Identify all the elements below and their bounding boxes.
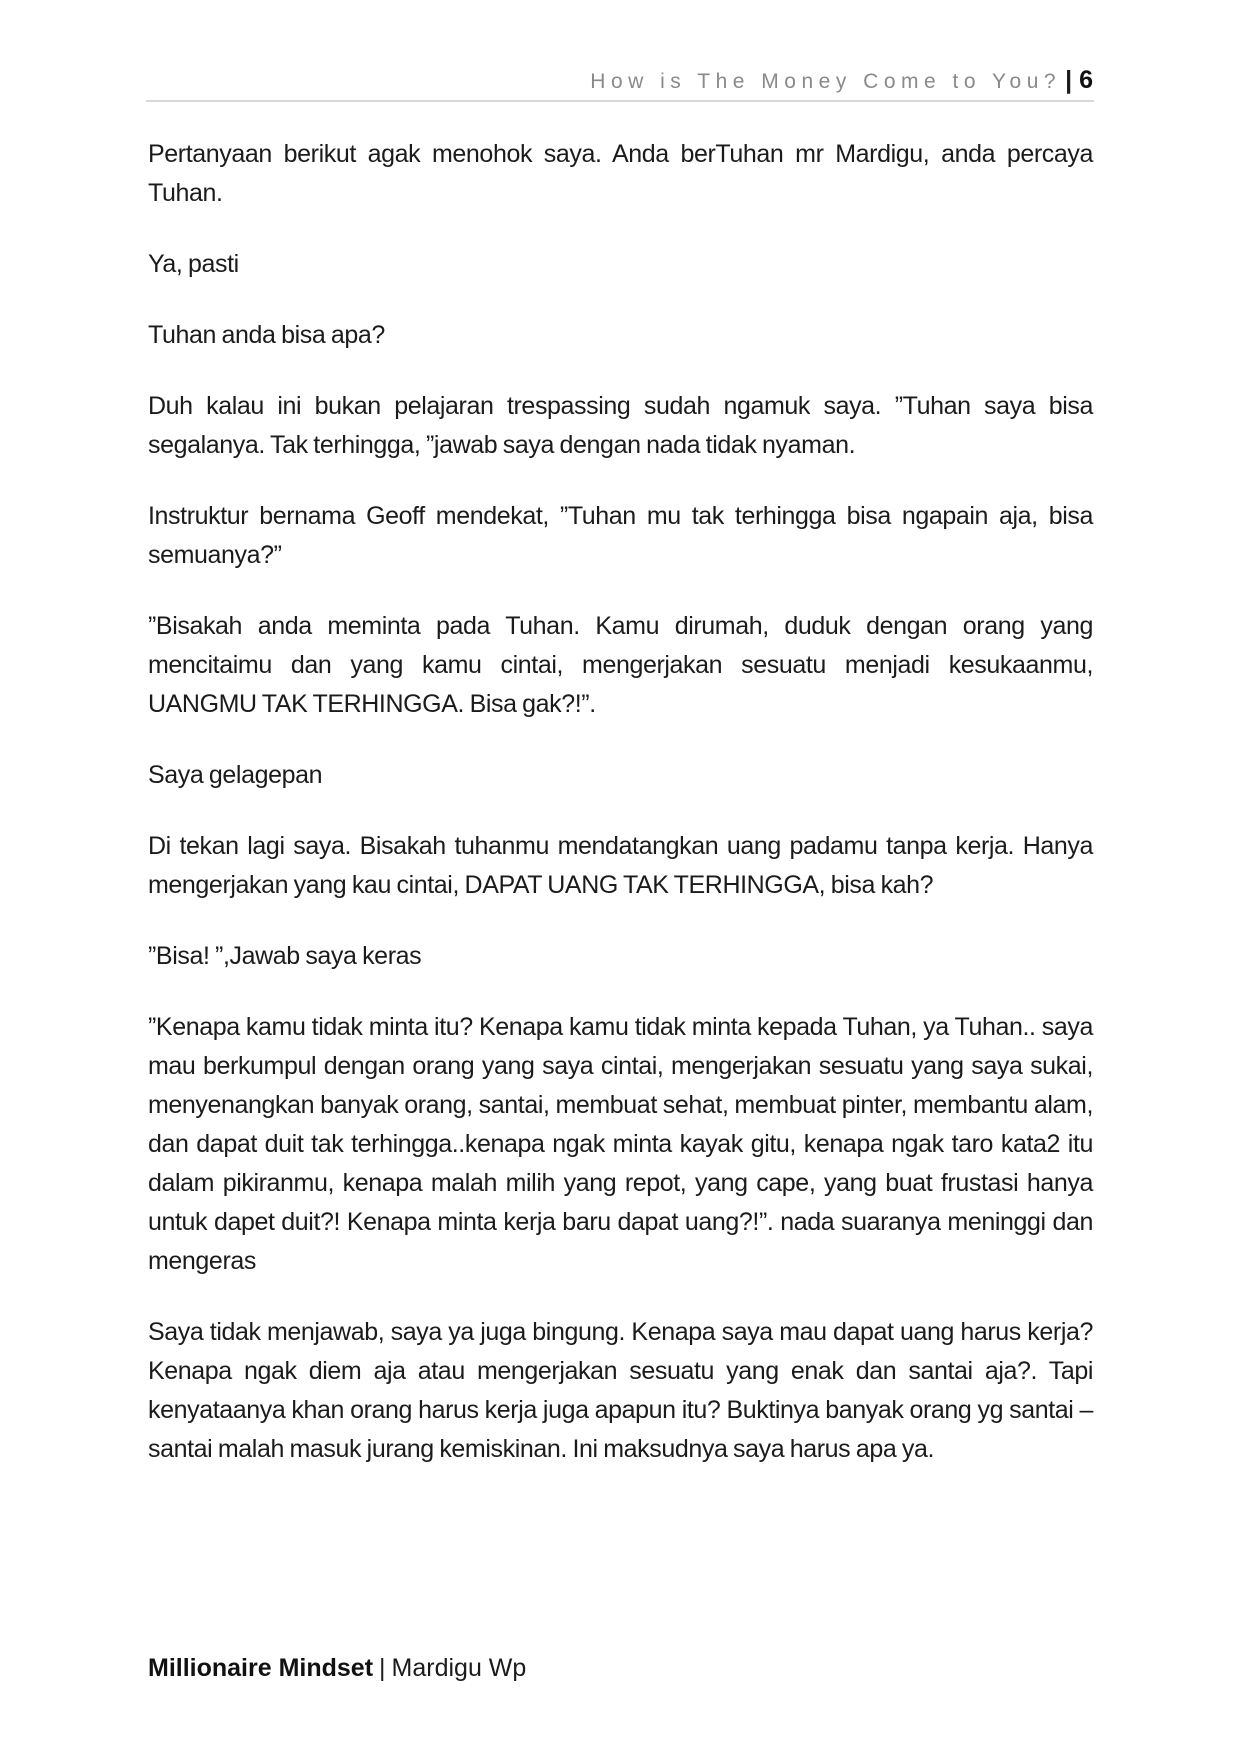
- body-paragraph: Duh kalau ini bukan pelajaran trespassing sudah ngamuk saya. ”Tuhan saya bisa segalanya. Tak terhingga, ”jawab saya dengan nada tidak nyaman.: [148, 392, 1093, 459]
- header-separator: |: [1065, 66, 1073, 94]
- footer-separator: |: [379, 1654, 386, 1682]
- header-rule: [146, 100, 1094, 102]
- body-paragraph: Instruktur bernama Geoff mendekat, ”Tuhan mu tak terhingga bisa ngapain aja, bisa semuanya?”: [148, 502, 1093, 569]
- body-paragraph: ”Kenapa kamu tidak minta itu? Kenapa kamu tidak minta kepada Tuhan, ya Tuhan.. saya mau berkumpul dengan orang yang saya cintai, mengerjakan sesuatu yang saya sukai, menyenangkan banyak orang, santai, membuat sehat, membuat pinter, membantu alam, dan dapat duit tak terhingga..kenapa ngak minta kayak gitu, kenapa ngak taro kata2 itu dalam pikiranmu, kenapa malah milih yang repot, yang cape, yang buat frustasi hanya untuk dapet duit?! Kenapa minta kerja baru dapat uang?!”. nada suaranya meninggi dan mengeras: [148, 1013, 1093, 1275]
- page-body: [148, 135, 1093, 1501]
- header-page-number: 6: [1079, 66, 1093, 94]
- body-paragraph: Di tekan lagi saya. Bisakah tuhanmu mendatangkan uang padamu tanpa kerja. Hanya mengerjakan yang kau cintai, DAPAT UANG TAK TERHINGGA, bisa kah?: [148, 832, 1093, 899]
- page-header: [148, 66, 1093, 95]
- footer-book-title: Millionaire Mindset: [148, 1654, 374, 1682]
- header-title: How is The Money Come to You?: [590, 70, 1062, 93]
- body-paragraph: Tuhan anda bisa apa?: [148, 321, 385, 349]
- body-paragraph: Pertanyaan berikut agak menohok saya. Anda berTuhan mr Mardigu, anda percaya Tuhan.: [148, 140, 1093, 207]
- body-paragraph: Saya tidak menjawab, saya ya juga bingung. Kenapa saya mau dapat uang harus kerja? Kenapa ngak diem aja atau mengerjakan sesuatu yang enak dan santai aja?. Tapi kenyataanya khan orang harus kerja juga apapun itu? Buktinya banyak orang yg santai –santai malah masuk jurang kemiskinan. Ini maksudnya saya harus apa ya.: [148, 1318, 1093, 1463]
- body-paragraph: Saya gelagepan: [148, 761, 323, 789]
- body-paragraph: Ya, pasti: [148, 250, 239, 278]
- footer-author: Mardigu Wp: [391, 1654, 527, 1682]
- body-paragraph: ”Bisakah anda meminta pada Tuhan. Kamu dirumah, duduk dengan orang yang mencitaimu dan yang kamu cintai, mengerjakan sesuatu menjadi kesukaanmu, UANGMU TAK TERHINGGA. Bisa gak?!”.: [148, 612, 1093, 718]
- body-paragraph: ”Bisa! ”,Jawab saya keras: [148, 942, 422, 970]
- page-footer: [148, 1653, 526, 1683]
